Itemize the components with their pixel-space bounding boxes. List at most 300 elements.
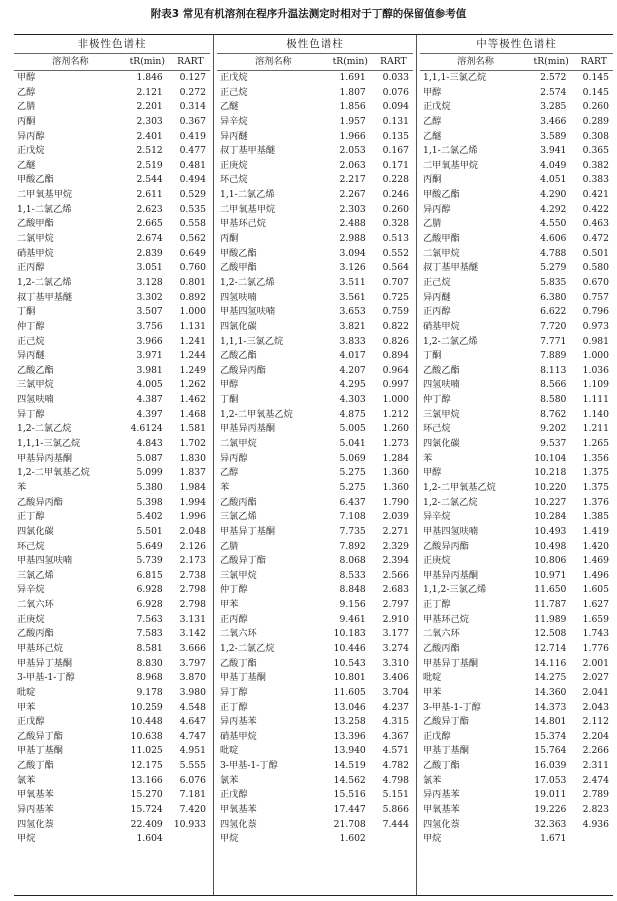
solvent-name-cell: 吡啶 <box>17 686 36 698</box>
table-row <box>420 744 613 759</box>
rart-cell: 6.076 <box>179 774 206 786</box>
solvent-name-cell: 三氯甲烷 <box>220 569 257 581</box>
table-row <box>217 583 413 598</box>
retention-time-cell: 17.053 <box>534 774 567 786</box>
retention-time-cell: 2.267 <box>339 189 366 201</box>
retention-time-cell: 8.848 <box>339 584 366 596</box>
table-row <box>14 730 210 745</box>
rart-cell: 1.000 <box>582 350 609 362</box>
solvent-name-cell: 甲烷 <box>220 833 239 845</box>
retention-time-cell: 11.787 <box>534 599 567 611</box>
solvent-name-cell: 二氯甲烷 <box>220 438 257 450</box>
rart-cell: 1.375 <box>582 481 609 493</box>
table-row <box>14 422 210 437</box>
table-row <box>217 818 413 833</box>
retention-time-cell: 8.580 <box>540 394 567 406</box>
table-row <box>14 627 210 642</box>
solvent-name-cell: 乙酸乙酯 <box>220 350 257 362</box>
solvent-name-cell: 1,2-二氯乙烷 <box>17 423 72 435</box>
table-row <box>217 730 413 745</box>
table-row <box>420 130 613 145</box>
retention-time-cell: 3.094 <box>339 247 366 259</box>
solvent-name-cell: 正丙醇 <box>220 613 248 625</box>
retention-time-cell: 9.156 <box>339 599 366 611</box>
table-row <box>420 627 613 642</box>
retention-time-cell: 4.6124 <box>130 423 163 435</box>
retention-time-cell: 3.126 <box>339 262 366 274</box>
solvent-name-cell: 四氢呋喃 <box>423 379 460 391</box>
block-title: 中等极性色谱柱 <box>420 35 613 54</box>
rart-cell: 1.260 <box>382 423 409 435</box>
retention-time-cell: 15.516 <box>333 789 366 801</box>
retention-time-cell: 10.104 <box>534 452 567 464</box>
solvent-name-cell: 乙酸乙酯 <box>423 364 460 376</box>
header-tr: tR(min) <box>129 56 165 67</box>
retention-time-cell: 9.461 <box>339 613 366 625</box>
rart-cell: 1.581 <box>179 423 206 435</box>
rart-cell: 1.356 <box>582 452 609 464</box>
solvent-name-cell: 环己烷 <box>220 174 248 186</box>
table-row <box>217 364 413 379</box>
header-tr: tR(min) <box>533 56 569 67</box>
table-row <box>217 188 413 203</box>
rart-cell: 2.823 <box>582 804 609 816</box>
retention-time-cell: 4.290 <box>540 189 567 201</box>
solvent-name-cell: 二甲氧基甲烷 <box>220 203 276 215</box>
table-row <box>217 671 413 686</box>
table-row <box>14 715 210 730</box>
table-row <box>14 744 210 759</box>
table-row <box>420 613 613 628</box>
solvent-name-cell: 甲氧基苯 <box>220 804 257 816</box>
solvent-name-cell: 乙酸丙酯 <box>17 628 54 640</box>
solvent-name-cell: 甲烷 <box>423 833 442 845</box>
table-row <box>217 832 413 847</box>
rart-cell: 0.973 <box>582 320 609 332</box>
retention-time-cell: 3.971 <box>136 350 163 362</box>
solvent-name-cell: 苯 <box>423 452 433 464</box>
solvent-name-cell: 乙醇 <box>423 115 442 127</box>
table-row <box>14 335 210 350</box>
block-title: 非极性色谱柱 <box>14 35 210 54</box>
solvent-name-cell: 1,1-二氯乙烯 <box>423 145 478 157</box>
table-row <box>420 715 613 730</box>
retention-time-cell: 4.207 <box>339 364 366 376</box>
solvent-name-cell: 异丁醇 <box>17 408 45 420</box>
rart-cell: 0.328 <box>382 218 409 230</box>
rart-cell: 3.142 <box>179 628 206 640</box>
table-row <box>420 261 613 276</box>
header-solvent: 溶剂名称 <box>255 56 292 67</box>
retention-time-cell: 6.380 <box>540 291 567 303</box>
table-row <box>14 642 210 657</box>
table-row <box>14 569 210 584</box>
retention-time-cell: 10.446 <box>333 642 366 654</box>
solvent-name-cell: 1,1,2-三氯乙烯 <box>423 584 487 596</box>
table-row <box>14 86 210 101</box>
rart-cell: 5.151 <box>382 789 409 801</box>
retention-time-cell: 14.360 <box>534 686 567 698</box>
retention-time-cell: 14.116 <box>534 657 567 669</box>
table-row <box>420 144 613 159</box>
rart-cell: 1.385 <box>582 511 609 523</box>
retention-time-cell: 7.563 <box>136 613 163 625</box>
rart-cell: 0.494 <box>179 174 206 186</box>
solvent-name-cell: 异丙醇 <box>220 452 248 464</box>
column-header-row <box>420 54 613 71</box>
rart-cell: 3.797 <box>179 657 206 669</box>
retention-time-cell: 2.544 <box>136 174 163 186</box>
solvent-name-cell: 异辛烷 <box>423 511 451 523</box>
retention-time-cell: 19.226 <box>534 804 567 816</box>
table-row <box>420 686 613 701</box>
table-row <box>217 203 413 218</box>
retention-time-cell: 2.674 <box>136 233 163 245</box>
retention-time-cell: 9.178 <box>136 686 163 698</box>
retention-time-cell: 10.259 <box>130 701 163 713</box>
retention-time-cell: 15.374 <box>534 730 567 742</box>
table-row <box>420 203 613 218</box>
retention-time-cell: 12.714 <box>534 642 567 654</box>
table-row <box>14 188 210 203</box>
solvent-name-cell: 异丁醇 <box>220 686 248 698</box>
rart-cell: 0.822 <box>382 320 409 332</box>
table-row <box>217 452 413 467</box>
table-row <box>217 554 413 569</box>
solvent-name-cell: 乙酸丁酯 <box>220 657 257 669</box>
table-row <box>14 144 210 159</box>
rart-cell: 2.798 <box>179 584 206 596</box>
rart-cell: 2.311 <box>582 760 609 772</box>
solvent-name-cell: 二氯甲烷 <box>17 233 54 245</box>
solvent-name-cell: 甲酸乙酯 <box>220 247 257 259</box>
table-row <box>14 583 210 598</box>
rart-cell: 1.743 <box>582 628 609 640</box>
rart-cell: 1.036 <box>582 364 609 376</box>
solvent-name-cell: 异丙醚 <box>220 130 248 142</box>
rart-cell: 0.167 <box>382 145 409 157</box>
solvent-name-cell: 1,1-二氯乙烯 <box>17 203 72 215</box>
rart-cell <box>574 832 613 847</box>
rart-cell: 1.140 <box>582 408 609 420</box>
solvent-name-cell: 甲基异丁基酮 <box>423 657 479 669</box>
retention-time-cell: 2.303 <box>136 115 163 127</box>
table-row <box>420 393 613 408</box>
retention-time-cell: 2.572 <box>540 72 567 83</box>
table-row <box>217 261 413 276</box>
retention-time-cell: 8.968 <box>136 672 163 684</box>
solvent-name-cell: 1,1,1-三氯乙烷 <box>220 335 284 347</box>
solvent-name-cell: 1,1,1-三氯乙烷 <box>423 72 487 83</box>
table-row <box>420 598 613 613</box>
table-row <box>420 540 613 555</box>
rart-cell: 2.566 <box>382 569 409 581</box>
retention-time-cell: 4.303 <box>339 394 366 406</box>
rart-cell: 0.260 <box>582 101 609 113</box>
solvent-name-cell: 二甲氧基甲烷 <box>423 159 479 171</box>
rart-cell: 0.272 <box>179 86 206 98</box>
rart-cell: 0.760 <box>179 262 206 274</box>
retention-time-cell: 2.665 <box>136 218 163 230</box>
solvent-name-cell: 正己烷 <box>17 335 45 347</box>
solvent-name-cell: 正丁醇 <box>17 511 45 523</box>
rart-cell: 1.996 <box>179 511 206 523</box>
table-row <box>217 627 413 642</box>
rart-cell: 0.127 <box>179 72 206 83</box>
retention-time-cell: 2.488 <box>339 218 366 230</box>
table-row <box>14 481 210 496</box>
rart-cell: 4.798 <box>382 774 409 786</box>
table-row <box>420 408 613 423</box>
solvent-name-cell: 乙腈 <box>17 101 36 113</box>
retention-time-cell: 22.409 <box>130 818 163 830</box>
rart-cell: 1.211 <box>582 423 609 435</box>
table-row <box>420 525 613 540</box>
rart-cell: 4.315 <box>382 716 409 728</box>
retention-time-cell: 1.807 <box>339 86 366 98</box>
retention-time-cell: 6.928 <box>136 599 163 611</box>
solvent-name-cell: 乙酸丙酯 <box>423 642 460 654</box>
retention-time-cell: 3.589 <box>540 130 567 142</box>
retention-time-cell: 5.069 <box>339 452 366 464</box>
rart-cell: 1.000 <box>179 306 206 318</box>
retention-time-cell: 4.005 <box>136 379 163 391</box>
table-row <box>420 86 613 101</box>
rart-cell: 1.420 <box>582 540 609 552</box>
retention-time-cell: 14.801 <box>534 716 567 728</box>
rart-cell: 0.997 <box>382 379 409 391</box>
rart-cell: 1.109 <box>582 379 609 391</box>
solvent-name-cell: 1,2-二氯乙烯 <box>423 335 478 347</box>
rart-cell: 2.204 <box>582 730 609 742</box>
solvent-name-cell: 三氯乙烯 <box>17 569 54 581</box>
solvent-name-cell: 乙酸异丁酯 <box>423 716 469 728</box>
solvent-name-cell: 甲基异丙基酮 <box>17 452 73 464</box>
table-row <box>217 320 413 335</box>
table-row <box>420 759 613 774</box>
retention-time-cell: 4.875 <box>339 408 366 420</box>
table-row <box>14 261 210 276</box>
table-row <box>14 378 210 393</box>
table-row <box>420 569 613 584</box>
solvent-name-cell: 甲醇 <box>423 86 442 98</box>
rart-cell: 0.707 <box>382 276 409 288</box>
solvent-name-cell: 3-甲基-1-丁醇 <box>423 701 481 713</box>
retention-time-cell: 10.183 <box>333 628 366 640</box>
rart-cell: 1.360 <box>382 481 409 493</box>
solvent-name-cell: 异丙醇 <box>17 130 45 142</box>
solvent-name-cell: 叔丁基甲基醚 <box>17 291 73 303</box>
solvent-name-cell: 甲苯 <box>423 686 442 698</box>
table-row <box>420 554 613 569</box>
retention-time-cell: 2.401 <box>136 130 163 142</box>
retention-time-cell: 8.581 <box>136 642 163 654</box>
table-row <box>420 349 613 364</box>
solvent-name-cell: 正戊烷 <box>220 72 248 83</box>
rart-cell: 0.892 <box>179 291 206 303</box>
rart-cell: 0.477 <box>179 145 206 157</box>
rart-cell: 2.329 <box>382 540 409 552</box>
solvent-name-cell: 乙酸甲酯 <box>423 233 460 245</box>
retention-time-cell: 3.128 <box>136 276 163 288</box>
nonpolar-column-block <box>14 35 210 895</box>
retention-time-cell: 6.437 <box>339 496 366 508</box>
retention-time-cell: 2.512 <box>136 145 163 157</box>
rart-cell: 0.422 <box>582 203 609 215</box>
retention-time-cell: 3.466 <box>540 115 567 127</box>
solvent-name-cell: 甲基异丁基酮 <box>220 525 276 537</box>
solvent-name-cell: 正戊醇 <box>17 716 45 728</box>
table-row <box>420 437 613 452</box>
table-row <box>217 276 413 291</box>
retention-time-cell: 4.397 <box>136 408 163 420</box>
rart-cell: 0.382 <box>582 159 609 171</box>
table-row <box>14 71 210 86</box>
rart-cell: 1.241 <box>179 335 206 347</box>
table-row <box>14 803 210 818</box>
solvent-name-cell: 甲基环己烷 <box>17 642 63 654</box>
retention-time-cell: 10.806 <box>534 555 567 567</box>
table-caption: 附表3 常见有机溶剂在程序升温法测定时相对于丁醇的保留值参考值 <box>150 8 467 20</box>
solvent-name-cell: 乙酸异丁酯 <box>220 555 266 567</box>
table-row <box>14 788 210 803</box>
table-row <box>420 788 613 803</box>
rart-cell: 4.951 <box>179 745 206 757</box>
retention-time-cell: 3.941 <box>540 145 567 157</box>
table-row <box>217 247 413 262</box>
solvent-name-cell: 仲丁醇 <box>220 584 248 596</box>
table-row <box>217 291 413 306</box>
solvent-name-cell: 甲基丁基酮 <box>220 672 266 684</box>
solvent-name-cell: 1,2-二氯乙烷 <box>220 642 275 654</box>
rart-cell: 1.790 <box>382 496 409 508</box>
table-body <box>14 71 210 847</box>
solvent-name-cell: 1,2-二甲氧基乙烷 <box>17 467 90 479</box>
solvent-name-cell: 正庚烷 <box>423 555 451 567</box>
rart-cell: 1.273 <box>382 438 409 450</box>
solvent-name-cell: 甲基丁基酮 <box>423 745 469 757</box>
table-row <box>14 130 210 145</box>
column-divider <box>213 35 214 895</box>
table-row <box>14 437 210 452</box>
table-row <box>420 832 613 847</box>
table-row <box>14 525 210 540</box>
rart-cell: 0.894 <box>382 350 409 362</box>
table-row <box>217 788 413 803</box>
rart-cell: 7.420 <box>179 804 206 816</box>
retention-time-cell: 13.166 <box>130 774 163 786</box>
rart-cell: 2.910 <box>382 613 409 625</box>
table-row <box>420 71 613 86</box>
solvent-name-cell: 叔丁基甲基醚 <box>423 262 479 274</box>
solvent-name-cell: 硝基甲烷 <box>220 730 257 742</box>
rart-cell: 3.131 <box>179 613 206 625</box>
solvent-name-cell: 环己烷 <box>423 423 451 435</box>
rart-cell: 0.529 <box>179 189 206 201</box>
rart-cell: 0.289 <box>582 115 609 127</box>
table-row <box>217 701 413 716</box>
rart-cell: 4.782 <box>382 760 409 772</box>
table-row <box>14 276 210 291</box>
header-rart: RART <box>580 56 607 67</box>
table-row <box>217 422 413 437</box>
rart-cell: 0.033 <box>382 72 409 83</box>
rart-cell: 1.462 <box>179 394 206 406</box>
rart-cell: 0.094 <box>382 101 409 113</box>
solvent-name-cell: 1,2-二甲氧基乙烷 <box>423 481 496 493</box>
table-body <box>217 71 413 847</box>
solvent-name-cell: 正丙醇 <box>423 306 451 318</box>
table-row <box>14 100 210 115</box>
retention-time-cell: 2.988 <box>339 233 366 245</box>
column-header-row <box>14 54 210 71</box>
retention-time-cell: 7.889 <box>540 350 567 362</box>
rart-cell: 0.759 <box>382 306 409 318</box>
solvent-name-cell: 丙酮 <box>220 233 239 245</box>
table-row <box>14 291 210 306</box>
solvent-name-cell: 四氯化碳 <box>220 320 257 332</box>
table-row <box>217 466 413 481</box>
table-row <box>420 100 613 115</box>
rart-cell: 0.472 <box>582 233 609 245</box>
retention-time-cell: 10.543 <box>333 657 366 669</box>
retention-time-cell: 7.108 <box>339 511 366 523</box>
retention-time-cell: 8.533 <box>339 569 366 581</box>
table-row <box>14 510 210 525</box>
rart-cell: 3.666 <box>179 642 206 654</box>
retention-time-cell: 7.735 <box>339 525 366 537</box>
solvent-name-cell: 正庚烷 <box>220 159 248 171</box>
rart-cell: 7.444 <box>382 818 409 830</box>
solvent-name-cell: 苯 <box>220 481 230 493</box>
solvent-name-cell: 四氢呋喃 <box>17 394 54 406</box>
retention-time-cell: 8.113 <box>540 364 567 376</box>
rart-cell: 1.702 <box>179 438 206 450</box>
solvent-name-cell: 吡啶 <box>220 745 239 757</box>
rart-cell: 5.555 <box>179 760 206 772</box>
retention-time-cell: 2.217 <box>339 174 366 186</box>
retention-time-cell: 4.051 <box>540 174 567 186</box>
retention-time-cell: 11.650 <box>534 584 567 596</box>
solvent-name-cell: 乙酸甲酯 <box>220 262 257 274</box>
solvent-name-cell: 1,1-二氯乙烯 <box>220 189 275 201</box>
retention-time-cell: 4.049 <box>540 159 567 171</box>
rart-cell: 1.994 <box>179 496 206 508</box>
retention-time-cell: 12.508 <box>534 628 567 640</box>
solvent-retention-table <box>14 34 613 896</box>
rart-cell: 0.131 <box>382 115 409 127</box>
solvent-name-cell: 四氢化萘 <box>423 818 460 830</box>
header-rart: RART <box>380 56 407 67</box>
solvent-name-cell: 丁酮 <box>423 350 442 362</box>
rart-cell: 0.535 <box>179 203 206 215</box>
retention-time-cell: 1.671 <box>540 833 567 845</box>
rart-cell: 2.271 <box>382 525 409 537</box>
retention-time-cell: 10.493 <box>534 525 567 537</box>
rart-cell: 2.789 <box>582 789 609 801</box>
solvent-name-cell: 氯苯 <box>423 774 442 786</box>
rart-cell: 0.757 <box>582 291 609 303</box>
rart-cell: 1.659 <box>582 613 609 625</box>
solvent-name-cell: 异丙醇 <box>423 203 451 215</box>
solvent-name-cell: 正庚烷 <box>17 613 45 625</box>
solvent-name-cell: 仲丁醇 <box>17 320 45 332</box>
rart-cell: 2.126 <box>179 540 206 552</box>
table-row <box>14 232 210 247</box>
retention-time-cell: 3.507 <box>136 306 163 318</box>
solvent-name-cell: 乙酸乙酯 <box>17 364 54 376</box>
table-row <box>420 701 613 716</box>
